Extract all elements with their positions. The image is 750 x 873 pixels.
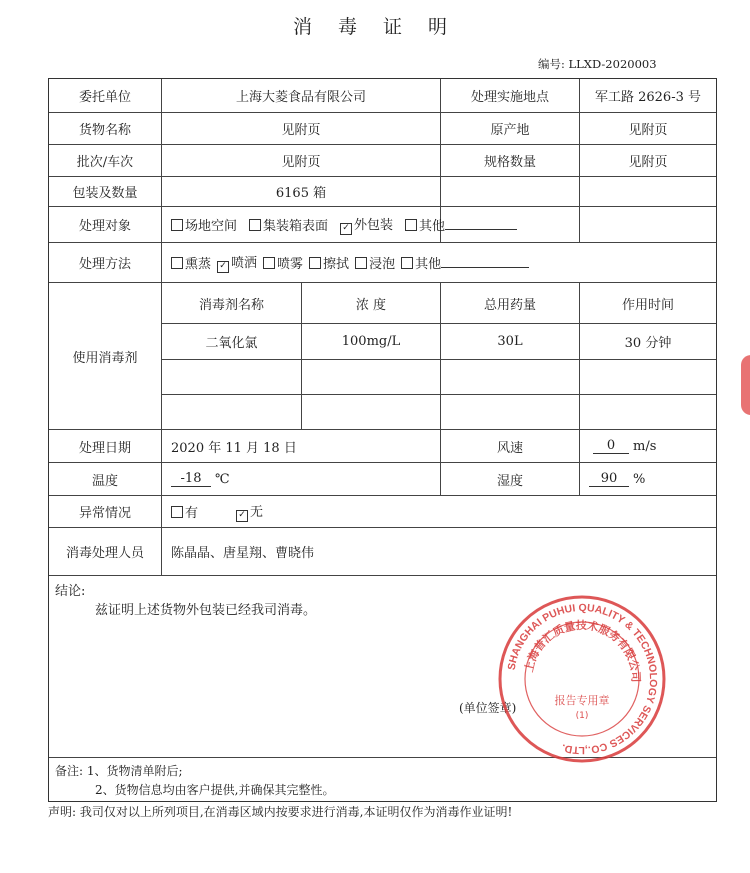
- abnormal-label: 异常情况: [78, 506, 131, 521]
- checkbox-icon[interactable]: [171, 506, 183, 518]
- spec-value: 见附页: [628, 155, 668, 170]
- official-seal-icon: [497, 594, 667, 764]
- batch-label: 批次/车次: [76, 155, 134, 170]
- pack-label: 包装及数量: [72, 186, 138, 201]
- seal-outer-text: SHANGHAI PUHUI QUALITY & TECHNOLOGY SERVICES CO.,LTD.: [505, 601, 660, 757]
- document-title: 消 毒 证 明: [292, 16, 458, 38]
- wind-value: 0: [593, 438, 629, 454]
- goods-label: 货物名称: [78, 123, 131, 138]
- wind-unit: m/s: [633, 438, 657, 454]
- disinfectant-cell: 二氧化氯: [205, 336, 258, 351]
- origin-label: 原产地: [490, 123, 530, 138]
- batch-value: 见附页: [281, 155, 321, 170]
- goods-value: 见附页: [281, 123, 321, 138]
- client-label: 委托单位: [78, 90, 131, 105]
- abnormal-option[interactable]: 有: [171, 502, 198, 521]
- checkbox-checked-icon[interactable]: ✓: [236, 510, 248, 522]
- checkbox-icon[interactable]: [401, 257, 413, 269]
- conclusion-text: 兹证明上述货物外包装已经我司消毒。: [95, 602, 317, 618]
- checkbox-icon[interactable]: [249, 219, 261, 231]
- checkbox-icon[interactable]: [171, 219, 183, 231]
- method-option[interactable]: 熏蒸: [171, 253, 211, 272]
- object-option[interactable]: 集装箱表面: [249, 215, 328, 234]
- disinfectant-header: 浓 度: [355, 297, 387, 313]
- humidity-unit: %: [633, 471, 646, 487]
- humidity-value: 90: [589, 471, 629, 487]
- abnormal-option[interactable]: ✓ 无: [236, 501, 263, 522]
- checkbox-icon[interactable]: [355, 257, 367, 269]
- origin-value: 见附页: [628, 123, 668, 138]
- spec-label: 规格数量: [483, 155, 536, 170]
- checkbox-checked-icon[interactable]: ✓: [340, 223, 352, 235]
- seal-center-sub: (1): [575, 711, 589, 721]
- method-option[interactable]: ✓ 喷洒: [217, 252, 257, 273]
- site-value: 军工路 2626-3 号: [594, 90, 701, 105]
- disinfectant-header: 总用药量: [483, 297, 536, 313]
- staff-label: 消毒处理人员: [65, 546, 144, 561]
- pack-value: 6165 箱: [275, 186, 327, 201]
- temp-label: 温度: [91, 473, 118, 489]
- remark-line-1: 备注: 1、货物清单附后;: [55, 763, 183, 778]
- method-options: [171, 243, 541, 282]
- checkbox-icon[interactable]: [405, 219, 417, 231]
- disinfectant-label: 使用消毒剂: [72, 350, 138, 366]
- temp-unit: ℃: [215, 471, 230, 487]
- staff-value: 陈晶晶、唐星翔、曹晓伟: [171, 546, 315, 561]
- method-option[interactable]: 其他: [401, 253, 529, 272]
- serial-number: 编号: LLXD-2020003: [538, 57, 657, 71]
- checkbox-icon[interactable]: [263, 257, 275, 269]
- humidity-label: 湿度: [496, 473, 523, 489]
- object-option[interactable]: ✓ 外包装: [340, 214, 393, 235]
- red-edge-mark: [741, 355, 750, 415]
- object-label: 处理对象: [78, 219, 131, 234]
- wind-field: [589, 430, 656, 462]
- conclusion-label: 结论:: [55, 583, 86, 599]
- seal-center-text: 报告专用章: [554, 694, 610, 707]
- wind-label: 风速: [496, 440, 523, 456]
- method-option[interactable]: 喷雾: [263, 253, 303, 272]
- abnormal-options: [171, 496, 275, 527]
- checkbox-checked-icon[interactable]: ✓: [217, 261, 229, 273]
- date-label: 处理日期: [78, 440, 131, 456]
- method-option[interactable]: 浸泡: [355, 253, 395, 272]
- checkbox-icon[interactable]: [171, 257, 183, 269]
- disinfectant-cell: 30L: [497, 334, 523, 349]
- seal-inner-text: 上海普汇质量技术服务有限公司: [522, 618, 643, 683]
- temp-value: -18: [171, 471, 211, 487]
- method-label: 处理方法: [78, 257, 131, 272]
- disinfectant-cell: 100mg/L: [341, 334, 401, 349]
- object-option[interactable]: 其他: [405, 215, 517, 234]
- object-options: [171, 207, 529, 242]
- client-value: 上海大菱食品有限公司: [235, 90, 366, 105]
- method-option[interactable]: 擦拭: [309, 253, 349, 272]
- date-value: 2020 年 11 月 18 日: [171, 440, 297, 456]
- object-option[interactable]: 场地空间: [171, 215, 237, 234]
- checkbox-icon[interactable]: [309, 257, 321, 269]
- site-label: 处理实施地点: [470, 90, 549, 105]
- declaration: 声明: 我司仅对以上所列项目,在消毒区域内按要求进行消毒,本证明仅作为消毒作业证明!: [48, 805, 513, 819]
- remark-line-2: 2、货物信息均由客户提供,并确保其完整性。: [95, 782, 335, 797]
- temp-field: [167, 463, 230, 495]
- humidity-field: [585, 463, 645, 495]
- disinfectant-header: 作用时间: [621, 297, 674, 313]
- disinfectant-header: 消毒剂名称: [198, 297, 264, 313]
- signature-label: (单位签章): [459, 700, 517, 715]
- disinfectant-cell: 30 分钟: [624, 336, 672, 351]
